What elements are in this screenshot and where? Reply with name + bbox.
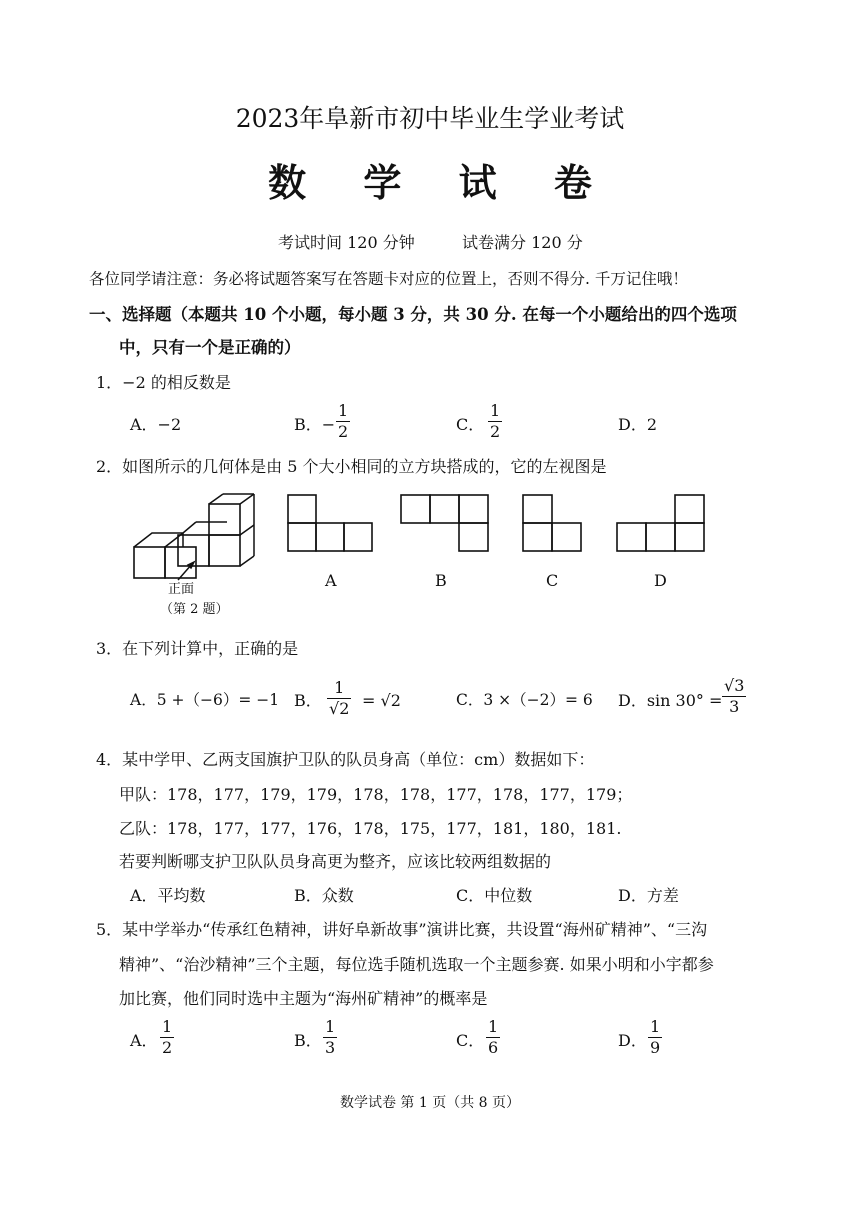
section-heading-cont: 中，只有一个是正确的） xyxy=(119,338,301,357)
question-3-stem: 3．在下列计算中，正确的是 xyxy=(96,639,299,658)
question-1-option-b-fraction xyxy=(336,403,350,440)
cube-solid-figure xyxy=(130,492,270,592)
view-option-c-label: C xyxy=(546,571,559,590)
question-1-stem: 1．−2 的相反数是 xyxy=(96,373,231,392)
question-4-option-d: D．方差 xyxy=(618,886,679,905)
fraction-denominator: 3 xyxy=(729,697,740,716)
question-4-question: 若要判断哪支护卫队队员身高更为整齐，应该比较两组数据的 xyxy=(119,852,552,871)
fraction-numerator: 1 xyxy=(334,678,345,697)
question-1-option-c-fraction xyxy=(488,403,502,440)
exam-time-info: 考试时间 120 分钟 xyxy=(278,233,415,252)
fraction-numerator: 1 xyxy=(162,1017,173,1036)
exam-notice: 各位同学请注意：务必将试题答案写在答题卡对应的位置上，否则不得分. 千万记住哦！ xyxy=(89,270,688,288)
question-3-option-b-fraction xyxy=(327,680,351,717)
question-3-option-d-fraction xyxy=(722,678,746,715)
question-3-option-c: C．3 ×（−2）= 6 xyxy=(456,691,593,709)
question-1-option-b-prefix: B．− xyxy=(294,415,336,434)
view-option-b xyxy=(400,492,492,554)
question-5-option-d-prefix: D． xyxy=(618,1031,647,1050)
fraction-denominator: 2 xyxy=(162,1038,173,1057)
fraction-numerator: 1 xyxy=(338,401,349,420)
page-footer: 数学试卷 第 1 页（共 8 页） xyxy=(339,1095,521,1111)
question-1-option-c-prefix: C． xyxy=(456,415,485,434)
fraction-denominator: √2 xyxy=(329,699,350,718)
question-5-stem-line-3: 加比赛，他们同时选中主题为“海州矿精神”的概率是 xyxy=(119,989,488,1008)
question-5-option-b-prefix: B． xyxy=(294,1031,322,1050)
question-5-option-d-fraction xyxy=(648,1019,662,1056)
question-4-option-b: B．众数 xyxy=(294,886,354,905)
question-3-option-a: A．5 +（−6）= −1 xyxy=(130,691,280,709)
fraction-denominator: 2 xyxy=(490,422,501,441)
question-5-stem-line-2: 精神”、“治沙精神”三个主题，每位选手随机选取一个主题参赛. 如果小明和小宇都参 xyxy=(119,955,714,974)
fraction-denominator: 3 xyxy=(325,1038,336,1057)
fraction-numerator: 1 xyxy=(490,401,501,420)
exam-score-info: 试卷满分 120 分 xyxy=(462,233,583,252)
figure-caption: （第 2 题） xyxy=(160,602,229,617)
fraction-denominator: 9 xyxy=(650,1038,661,1057)
fraction-numerator: 1 xyxy=(488,1017,499,1036)
section-heading: 一、选择题（本题共 10 个小题，每小题 3 分，共 30 分. 在每一个小题给出的四个选项 xyxy=(89,305,737,324)
question-4-option-a: A．平均数 xyxy=(130,886,206,905)
question-5-option-c-fraction xyxy=(486,1019,500,1056)
question-2-stem: 2．如图所示的几何体是由 5 个大小相同的立方块搭成的，它的左视图是 xyxy=(96,457,607,476)
question-5-option-b-fraction xyxy=(323,1019,337,1056)
question-4-team-a-data: 甲队：178，177，179，179，178，178，177，178，177，179； xyxy=(119,785,633,804)
view-option-a-label: A xyxy=(325,571,337,590)
fraction-denominator: 2 xyxy=(338,422,349,441)
view-option-a xyxy=(287,492,377,554)
question-3-option-b-result: = √2 xyxy=(362,691,401,710)
fraction-numerator: 1 xyxy=(650,1017,661,1036)
question-5-option-a-prefix: A． xyxy=(130,1031,158,1050)
view-option-d-label: D xyxy=(654,571,667,590)
question-1-option-a: A．−2 xyxy=(130,415,182,434)
view-option-b-label: B xyxy=(435,571,447,590)
question-4-team-b-data: 乙队：178，177，177，176，178，175，177，181，180，181. xyxy=(119,819,622,838)
question-5-option-c-prefix: C． xyxy=(456,1031,485,1050)
fraction-denominator: 6 xyxy=(488,1038,499,1057)
view-option-c xyxy=(522,492,584,554)
question-4-stem: 4．某中学甲、乙两支国旗护卫队的队员身高（单位：cm）数据如下： xyxy=(96,750,595,769)
exam-title: 2023年阜新市初中毕业生学业考试 xyxy=(235,104,625,133)
question-5-stem-line-1: 5．某中学举办“传承红色精神，讲好阜新故事”演讲比赛，共设置“海州矿精神”、“三沟 xyxy=(96,920,708,939)
question-3-option-d-prefix: D．sin 30° = xyxy=(618,691,723,710)
fraction-numerator: 1 xyxy=(325,1017,336,1036)
front-label: 正面 xyxy=(168,582,195,597)
question-5-option-a-fraction xyxy=(160,1019,174,1056)
question-1-option-d: D．2 xyxy=(618,415,658,434)
question-4-option-c: C．中位数 xyxy=(456,886,533,905)
view-option-d xyxy=(616,492,708,554)
fraction-numerator: √3 xyxy=(724,676,745,695)
question-3-option-b-prefix: B． xyxy=(294,691,322,710)
subject-title: 数 学 试 卷 xyxy=(268,160,614,205)
